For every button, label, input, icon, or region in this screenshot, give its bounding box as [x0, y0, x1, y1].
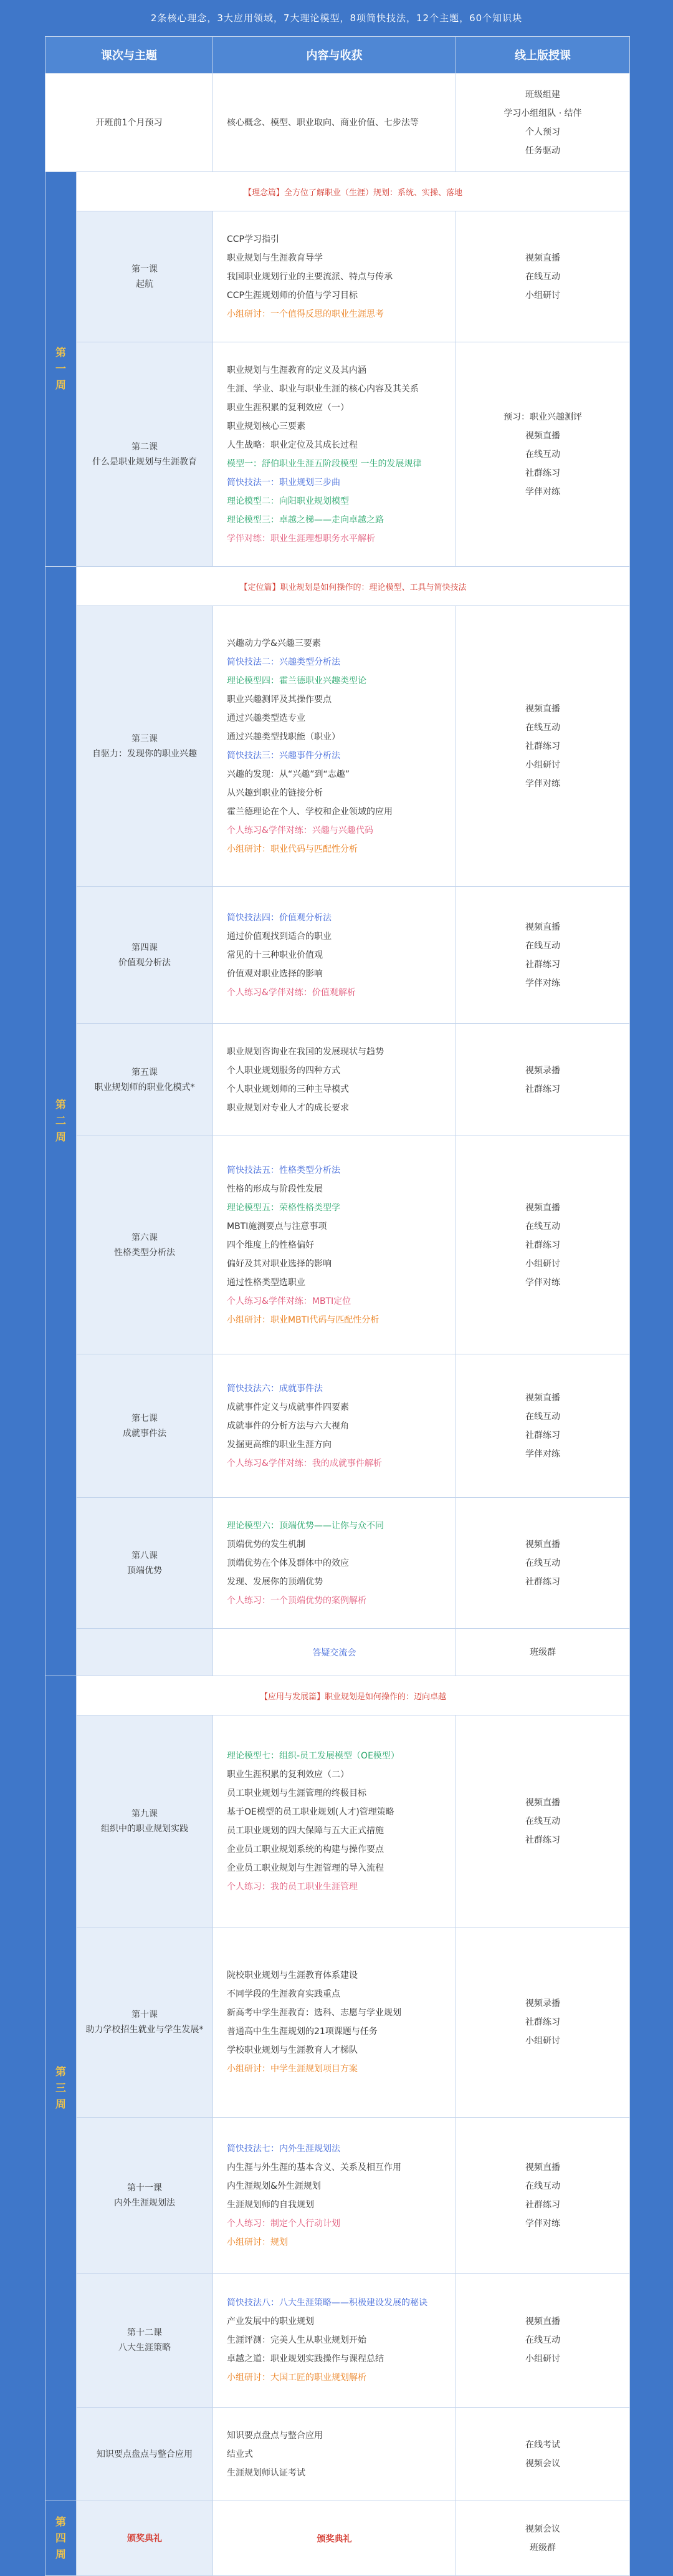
- content-line: 新高考中学生涯教育：选科、志愿与学业规划: [227, 2008, 401, 2018]
- content-line: 学伴对练：职业生涯理想职务水平解析: [227, 533, 375, 544]
- lesson-title-line: 内外生涯规划法: [114, 2197, 175, 2208]
- lesson-row: [45, 2118, 630, 2274]
- content-line: 个人职业规划师的三种主导模式: [227, 1084, 349, 1094]
- lesson-title-line: 第六课: [131, 1232, 158, 1243]
- content-line: 个人练习&学伴对练：我的成就事件解析: [227, 1458, 382, 1469]
- online-item: 社群练习: [525, 1084, 560, 1094]
- content-line: 小组研讨：职业代码与匹配性分析: [227, 844, 358, 854]
- content-line: 卓越之道：职业规划实践操作与课程总结: [227, 2354, 384, 2364]
- content-line: 发掘更高维的职业生涯方向: [227, 1439, 332, 1450]
- lesson-online: [456, 342, 630, 567]
- online-item: 社群练习: [525, 1835, 560, 1845]
- content-line: 职业规划与生涯教育导学: [227, 253, 323, 263]
- content-line: 员工职业规划与生涯管理的终极目标: [227, 1788, 366, 1798]
- online-item: 视频直播: [525, 430, 560, 441]
- content-line: 价值观对职业选择的影响: [227, 968, 323, 979]
- content-line: 小组研讨：职业MBTI代码与匹配性分析: [227, 1315, 379, 1325]
- online-item: 视频直播: [525, 1392, 560, 1403]
- lesson-online: [456, 1136, 630, 1354]
- lesson-content: [213, 2274, 456, 2408]
- content-line: 生涯规划师认证考试: [227, 2467, 305, 2478]
- lesson-online: [456, 1715, 630, 1927]
- week-char: 周: [55, 379, 66, 392]
- online-item: 社群练习: [525, 959, 560, 970]
- section-banner: 【应用与发展篇】职业规划是如何操作的：迈向卓越: [77, 1676, 630, 1715]
- content-line: 简快技法四：价值观分析法: [227, 912, 332, 923]
- lesson-row: [45, 1354, 630, 1498]
- content-line: 霍兰德理论在个人、学校和企业领域的应用: [227, 806, 393, 817]
- lesson-online: [456, 1024, 630, 1136]
- week-label: [45, 2501, 77, 2576]
- lesson-title: [77, 211, 213, 342]
- lesson-online: [456, 2408, 630, 2501]
- online-item: 预习：职业兴趣测评: [504, 412, 582, 422]
- online-item: 在线互动: [525, 1411, 560, 1422]
- content-line: 生涯、学业、职业与职业生涯的核心内容及其关系: [227, 384, 419, 394]
- online-item: 班级组建: [525, 89, 560, 100]
- online-item: 在线互动: [525, 722, 560, 733]
- content-line: 职业生涯积累的复利效应（二）: [227, 1769, 349, 1780]
- lesson-title-line: 自驱力：发现你的职业兴趣: [92, 748, 197, 759]
- lesson-title-line: 第四课: [131, 942, 158, 953]
- lesson-content: [213, 2408, 456, 2501]
- lesson-online: [456, 1354, 630, 1498]
- lesson-title: [77, 887, 213, 1024]
- online-item: 在线互动: [525, 1816, 560, 1826]
- lesson-content: [213, 1498, 456, 1629]
- lesson-title: [77, 1715, 213, 1927]
- lesson-title-line: 八大生涯策略: [118, 2343, 171, 2353]
- content-line: MBTI施测要点与注意事项: [227, 1221, 327, 1232]
- lesson-content: [213, 342, 456, 567]
- online-item: 学伴对练: [525, 1449, 560, 1459]
- content-line: 学校职业规划与生涯教育人才梯队: [227, 2045, 358, 2055]
- finale-content: 颁奖典礼: [213, 2501, 456, 2576]
- lesson-title-line: 知识要点盘点与整合应用: [97, 2449, 193, 2459]
- online-item: 在线互动: [525, 940, 560, 951]
- lesson-row: [45, 1498, 630, 1629]
- lesson-content: [213, 211, 456, 342]
- content-line: 兴趣的发现：从“兴趣”到“志趣”: [227, 769, 350, 779]
- content-line: 个人练习&学伴对练：兴趣与兴趣代码: [227, 825, 373, 836]
- content-line: 理论模型二：向阳职业规划模型: [227, 496, 349, 506]
- lesson-title: [77, 1136, 213, 1354]
- finale-online: [456, 2501, 630, 2576]
- qa-content: 答疑交流会: [213, 1629, 456, 1676]
- content-line: 常见的十三种职业价值观: [227, 950, 323, 960]
- lesson-title-line: 顶端优势: [127, 1565, 162, 1576]
- content-line: 通过性格类型选职业: [227, 1277, 305, 1288]
- online-item: 视频直播: [525, 703, 560, 714]
- week-char: 三: [55, 2082, 66, 2095]
- lesson-row: [45, 1136, 630, 1354]
- section-banner: 【理念篇】全方位了解职业（生涯）规划：系统、实操、落地: [77, 172, 630, 211]
- lesson-content: [213, 606, 456, 887]
- online-item: 个人预习: [525, 127, 560, 137]
- online-item: 社群练习: [525, 1430, 560, 1440]
- content-line: 通过价值观找到适合的职业: [227, 931, 332, 942]
- lesson-online: [456, 606, 630, 887]
- lesson-row: [45, 1715, 630, 1927]
- content-line: 成就事件定义与成就事件四要素: [227, 1402, 349, 1412]
- online-item: 社群练习: [525, 741, 560, 751]
- pre-title: 开班前1个月预习: [45, 74, 213, 172]
- lesson-title-line: 第一课: [131, 264, 158, 274]
- lesson-title: [77, 1498, 213, 1629]
- online-item: 社群练习: [525, 2017, 560, 2027]
- pre-content: [213, 74, 456, 172]
- lesson-online: [456, 2274, 630, 2408]
- lesson-online: [456, 887, 630, 1024]
- online-item: 社群练习: [525, 1240, 560, 1250]
- content-line: 小组研讨：大国工匠的职业规划解析: [227, 2373, 366, 2383]
- lesson-content: [213, 1136, 456, 1354]
- content-line: 简快技法二：兴趣类型分析法: [227, 657, 340, 667]
- content-line: 模型一：舒伯职业生涯五阶段模型 一生的发展规律: [227, 458, 422, 469]
- online-item: 学伴对练: [525, 978, 560, 988]
- week-char: 周: [55, 2548, 66, 2561]
- content-line: 结业式: [227, 2449, 253, 2459]
- content-line: CCP学习指引: [227, 234, 279, 244]
- online-item: 小组研讨: [525, 290, 560, 301]
- week-char: 周: [55, 2098, 66, 2111]
- lesson-content: [213, 1715, 456, 1927]
- online-item: 小组研讨: [525, 760, 560, 770]
- lesson-title-line: 第二课: [131, 441, 158, 452]
- content-line: 院校职业规划与生涯教育体系建设: [227, 1971, 358, 1980]
- online-item: 在线互动: [525, 1221, 560, 1232]
- lesson-title-line: 第十课: [131, 2010, 158, 2020]
- content-line: 成就事件的分析方法与六大视角: [227, 1421, 349, 1431]
- online-item: 在线互动: [525, 2335, 560, 2345]
- lesson-content: [213, 1354, 456, 1498]
- content-line: 发现、发展你的顶端优势: [227, 1576, 323, 1587]
- week-char: 周: [55, 1131, 66, 1144]
- online-item: 在线考试: [525, 2439, 560, 2450]
- content-line: 内生涯与外生涯的基本含义、关系及相互作用: [227, 2162, 401, 2173]
- online-item: 小组研讨: [525, 1258, 560, 1269]
- lesson-title-line: 什么是职业规划与生涯教育: [92, 456, 197, 467]
- content-line: 生涯评测：完美人生从职业规划开始: [227, 2335, 366, 2345]
- content-line: 兴趣动力学&兴趣三要素: [227, 638, 321, 649]
- content-line: 理论模型七：组织-员工发展模型（OE模型）: [227, 1750, 399, 1761]
- online-item: 视频直播: [525, 1202, 560, 1213]
- lesson-content: [213, 887, 456, 1024]
- lesson-title: [77, 2118, 213, 2274]
- online-item: 任务驱动: [525, 145, 560, 156]
- content-line: 基于OE模型的员工职业规划(人才)管理策略: [227, 1807, 394, 1817]
- lesson-title: [77, 1354, 213, 1498]
- lesson-title-line: 助力学校招生就业与学生发展*: [85, 2025, 204, 2035]
- lesson-online: [456, 1927, 630, 2118]
- lesson-row: [45, 1024, 630, 1136]
- content-line: 四个维度上的性格偏好: [227, 1240, 314, 1250]
- online-item: 视频录播: [525, 1065, 560, 1076]
- content-line: 不同学段的生涯教育实践重点: [227, 1989, 340, 1999]
- online-item: 社群练习: [525, 468, 560, 478]
- online-item: 视频直播: [525, 2317, 560, 2327]
- content-line: 偏好及其对职业选择的影响: [227, 1258, 332, 1269]
- lesson-online: [456, 2118, 630, 2274]
- content-line: 职业生涯积累的复利效应（一）: [227, 402, 349, 413]
- online-item: 视频会议: [525, 2524, 560, 2534]
- content-line: 企业员工职业规划系统的构建与操作要点: [227, 1844, 384, 1855]
- section-banner: 【定位篇】职业规划是如何操作的：理论模型、工具与简快技法: [77, 567, 630, 606]
- lesson-row: [45, 2274, 630, 2408]
- content-line: 职业规划核心三要素: [227, 421, 305, 432]
- online-item: 学习小组组队 · 结伴: [504, 108, 582, 118]
- online-item: 在线互动: [525, 449, 560, 460]
- online-item: 社群练习: [525, 2199, 560, 2210]
- lesson-row: [45, 606, 630, 887]
- content-line: 个人职业规划服务的四种方式: [227, 1065, 340, 1076]
- content-line: 员工职业规划的四大保障与五大正式措施: [227, 1825, 384, 1836]
- lesson-title-line: 性格类型分析法: [114, 1247, 175, 1258]
- content-line: 个人练习：制定个人行动计划: [227, 2218, 340, 2229]
- qa-empty: [77, 1629, 213, 1676]
- content-line: 职业规划对专业人才的成长要求: [227, 1102, 349, 1113]
- online-item: 视频直播: [525, 2162, 560, 2173]
- online-item: 在线互动: [525, 1558, 560, 1568]
- content-line: 个人练习&学伴对练：MBTI定位: [227, 1296, 351, 1306]
- content-line: 小组研讨：规划: [227, 2237, 288, 2247]
- content-line: 生涯规划师的自我规划: [227, 2199, 314, 2210]
- content-line: 理论模型三：卓越之梯——走向卓越之路: [227, 514, 384, 525]
- lesson-content: [213, 2118, 456, 2274]
- content-line: 普通高中生生涯规划的21项课题与任务: [227, 2027, 378, 2037]
- col-header-content: 内容与收获: [213, 37, 456, 74]
- lesson-title: [77, 342, 213, 567]
- content-line: 小组研讨：一个值得反思的职业生涯思考: [227, 309, 384, 319]
- week-char: 第: [55, 2516, 66, 2529]
- week-label: [45, 172, 77, 567]
- content-line: 顶端优势的发生机制: [227, 1539, 305, 1550]
- lesson-title-line: 第七课: [131, 1413, 158, 1424]
- content-line: 我国职业规划行业的主要流派、特点与传承: [227, 271, 393, 282]
- content-line: 职业规划咨询业在我国的发展现状与趋势: [227, 1046, 384, 1057]
- lesson-title: [77, 2408, 213, 2501]
- pre-content-line: 核心概念、模型、职业取向、商业价值、七步法等: [227, 117, 419, 128]
- online-item: 学伴对练: [525, 2218, 560, 2229]
- header-summary: 2条核心理念，3大应用领域，7大理论模型，8项简快技法，12个主题，60个知识块: [150, 12, 523, 24]
- lesson-row: [45, 1927, 630, 2118]
- finale-row: [45, 2501, 630, 2576]
- online-item: 视频录播: [525, 1999, 560, 2009]
- week-char: 第: [55, 1099, 66, 1111]
- lesson-row: [45, 211, 630, 342]
- content-line: 知识要点盘点与整合应用: [227, 2430, 323, 2441]
- online-item: 视频直播: [525, 1797, 560, 1808]
- content-line: 产业发展中的职业规划: [227, 2317, 314, 2327]
- qa-online: 班级群: [456, 1629, 630, 1676]
- content-line: 通过兴趣类型找职能（职业）: [227, 731, 340, 742]
- content-line: 人生战略：职业定位及其成长过程: [227, 440, 358, 450]
- content-line: 内生涯规划&外生涯规划: [227, 2181, 321, 2191]
- content-line: 企业员工职业规划与生涯管理的导入流程: [227, 1863, 384, 1873]
- week-char: 第: [55, 347, 66, 359]
- lesson-online: [456, 211, 630, 342]
- content-line: 小组研讨：中学生涯规划项目方案: [227, 2064, 358, 2074]
- lesson-row: [45, 887, 630, 1024]
- lesson-title: [77, 1024, 213, 1136]
- finale-title: 颁奖典礼: [77, 2501, 213, 2576]
- lesson-title-line: 第八课: [131, 1550, 158, 1561]
- content-line: 理论模型六：顶端优势——让你与众不同: [227, 1520, 384, 1531]
- content-line: 职业兴趣测评及其操作要点: [227, 694, 332, 705]
- week-char: 二: [55, 1115, 66, 1127]
- online-item: 视频直播: [525, 922, 560, 932]
- pre-online: [456, 74, 630, 172]
- lesson-content: [213, 1024, 456, 1136]
- week-char: 第: [55, 2066, 66, 2078]
- content-line: CCP生涯规划师的价值与学习目标: [227, 290, 358, 301]
- content-line: 理论模型五：荣格性格类型学: [227, 1202, 340, 1213]
- lesson-title: [77, 606, 213, 887]
- lesson-title-line: 职业规划师的职业化模式*: [94, 1082, 195, 1093]
- col-header-online: 线上版授课: [456, 37, 630, 74]
- lesson-title-line: 起航: [136, 279, 153, 289]
- lesson-content: [213, 1927, 456, 2118]
- week-label: [45, 567, 77, 1676]
- content-line: 个人练习：我的员工职业生涯管理: [227, 1881, 358, 1892]
- content-line: 简快技法五：性格类型分析法: [227, 1165, 340, 1175]
- online-item: 在线互动: [525, 271, 560, 282]
- content-line: 简快技法六：成就事件法: [227, 1383, 323, 1394]
- lesson-row: [45, 2408, 630, 2501]
- lesson-row: [45, 342, 630, 567]
- lesson-title-line: 第十二课: [127, 2328, 162, 2338]
- week-label: [45, 1676, 77, 2501]
- lesson-title-line: 第十一课: [127, 2183, 162, 2193]
- lesson-title-line: 组织中的职业规划实践: [101, 1823, 188, 1834]
- col-header-lesson: 课次与主题: [45, 37, 213, 74]
- lesson-title-line: 第三课: [131, 733, 158, 744]
- lesson-title: [77, 2274, 213, 2408]
- lesson-title-line: 价值观分析法: [118, 957, 171, 968]
- online-item: 学伴对练: [525, 1277, 560, 1288]
- content-line: 通过兴趣类型选专业: [227, 713, 305, 723]
- content-line: 从兴趣到职业的链接分析: [227, 788, 323, 798]
- online-item: 小组研讨: [525, 2036, 560, 2046]
- online-item: 学伴对练: [525, 778, 560, 789]
- content-line: 职业规划与生涯教育的定义及其内涵: [227, 365, 366, 375]
- online-item: 社群练习: [525, 1576, 560, 1587]
- content-line: 性格的形成与阶段性发展: [227, 1184, 323, 1194]
- online-item: 在线互动: [525, 2181, 560, 2191]
- week-char: 四: [55, 2532, 66, 2545]
- content-line: 简快技法三：兴趣事件分析法: [227, 750, 340, 761]
- content-line: 简快技法七：内外生涯规划法: [227, 2143, 340, 2154]
- qa-row: [45, 1629, 630, 1676]
- lesson-online: [456, 1498, 630, 1629]
- content-line: 理论模型四：霍兰德职业兴趣类型论: [227, 675, 366, 686]
- online-item: 班级群: [530, 2542, 556, 2553]
- course-table: [45, 36, 629, 2576]
- content-line: 简快技法一：职业规划三步曲: [227, 477, 340, 488]
- online-item: 视频直播: [525, 1539, 560, 1550]
- online-item: 视频会议: [525, 2458, 560, 2469]
- content-line: 个人练习：一个顶端优势的案例解析: [227, 1595, 366, 1606]
- online-item: 视频直播: [525, 253, 560, 263]
- online-item: 学伴对练: [525, 486, 560, 497]
- lesson-title-line: 成就事件法: [123, 1428, 166, 1439]
- lesson-title-line: 第九课: [131, 1808, 158, 1819]
- lesson-title-line: 第五课: [131, 1067, 158, 1078]
- content-line: 简快技法八：八大生涯策略——积极建设发展的秘诀: [227, 2298, 427, 2308]
- content-line: 顶端优势在个体及群体中的效应: [227, 1558, 349, 1568]
- content-line: 个人练习&学伴对练：价值观解析: [227, 987, 356, 998]
- week-char: 一: [55, 363, 66, 375]
- lesson-title: [77, 1927, 213, 2118]
- online-item: 小组研讨: [525, 2354, 560, 2364]
